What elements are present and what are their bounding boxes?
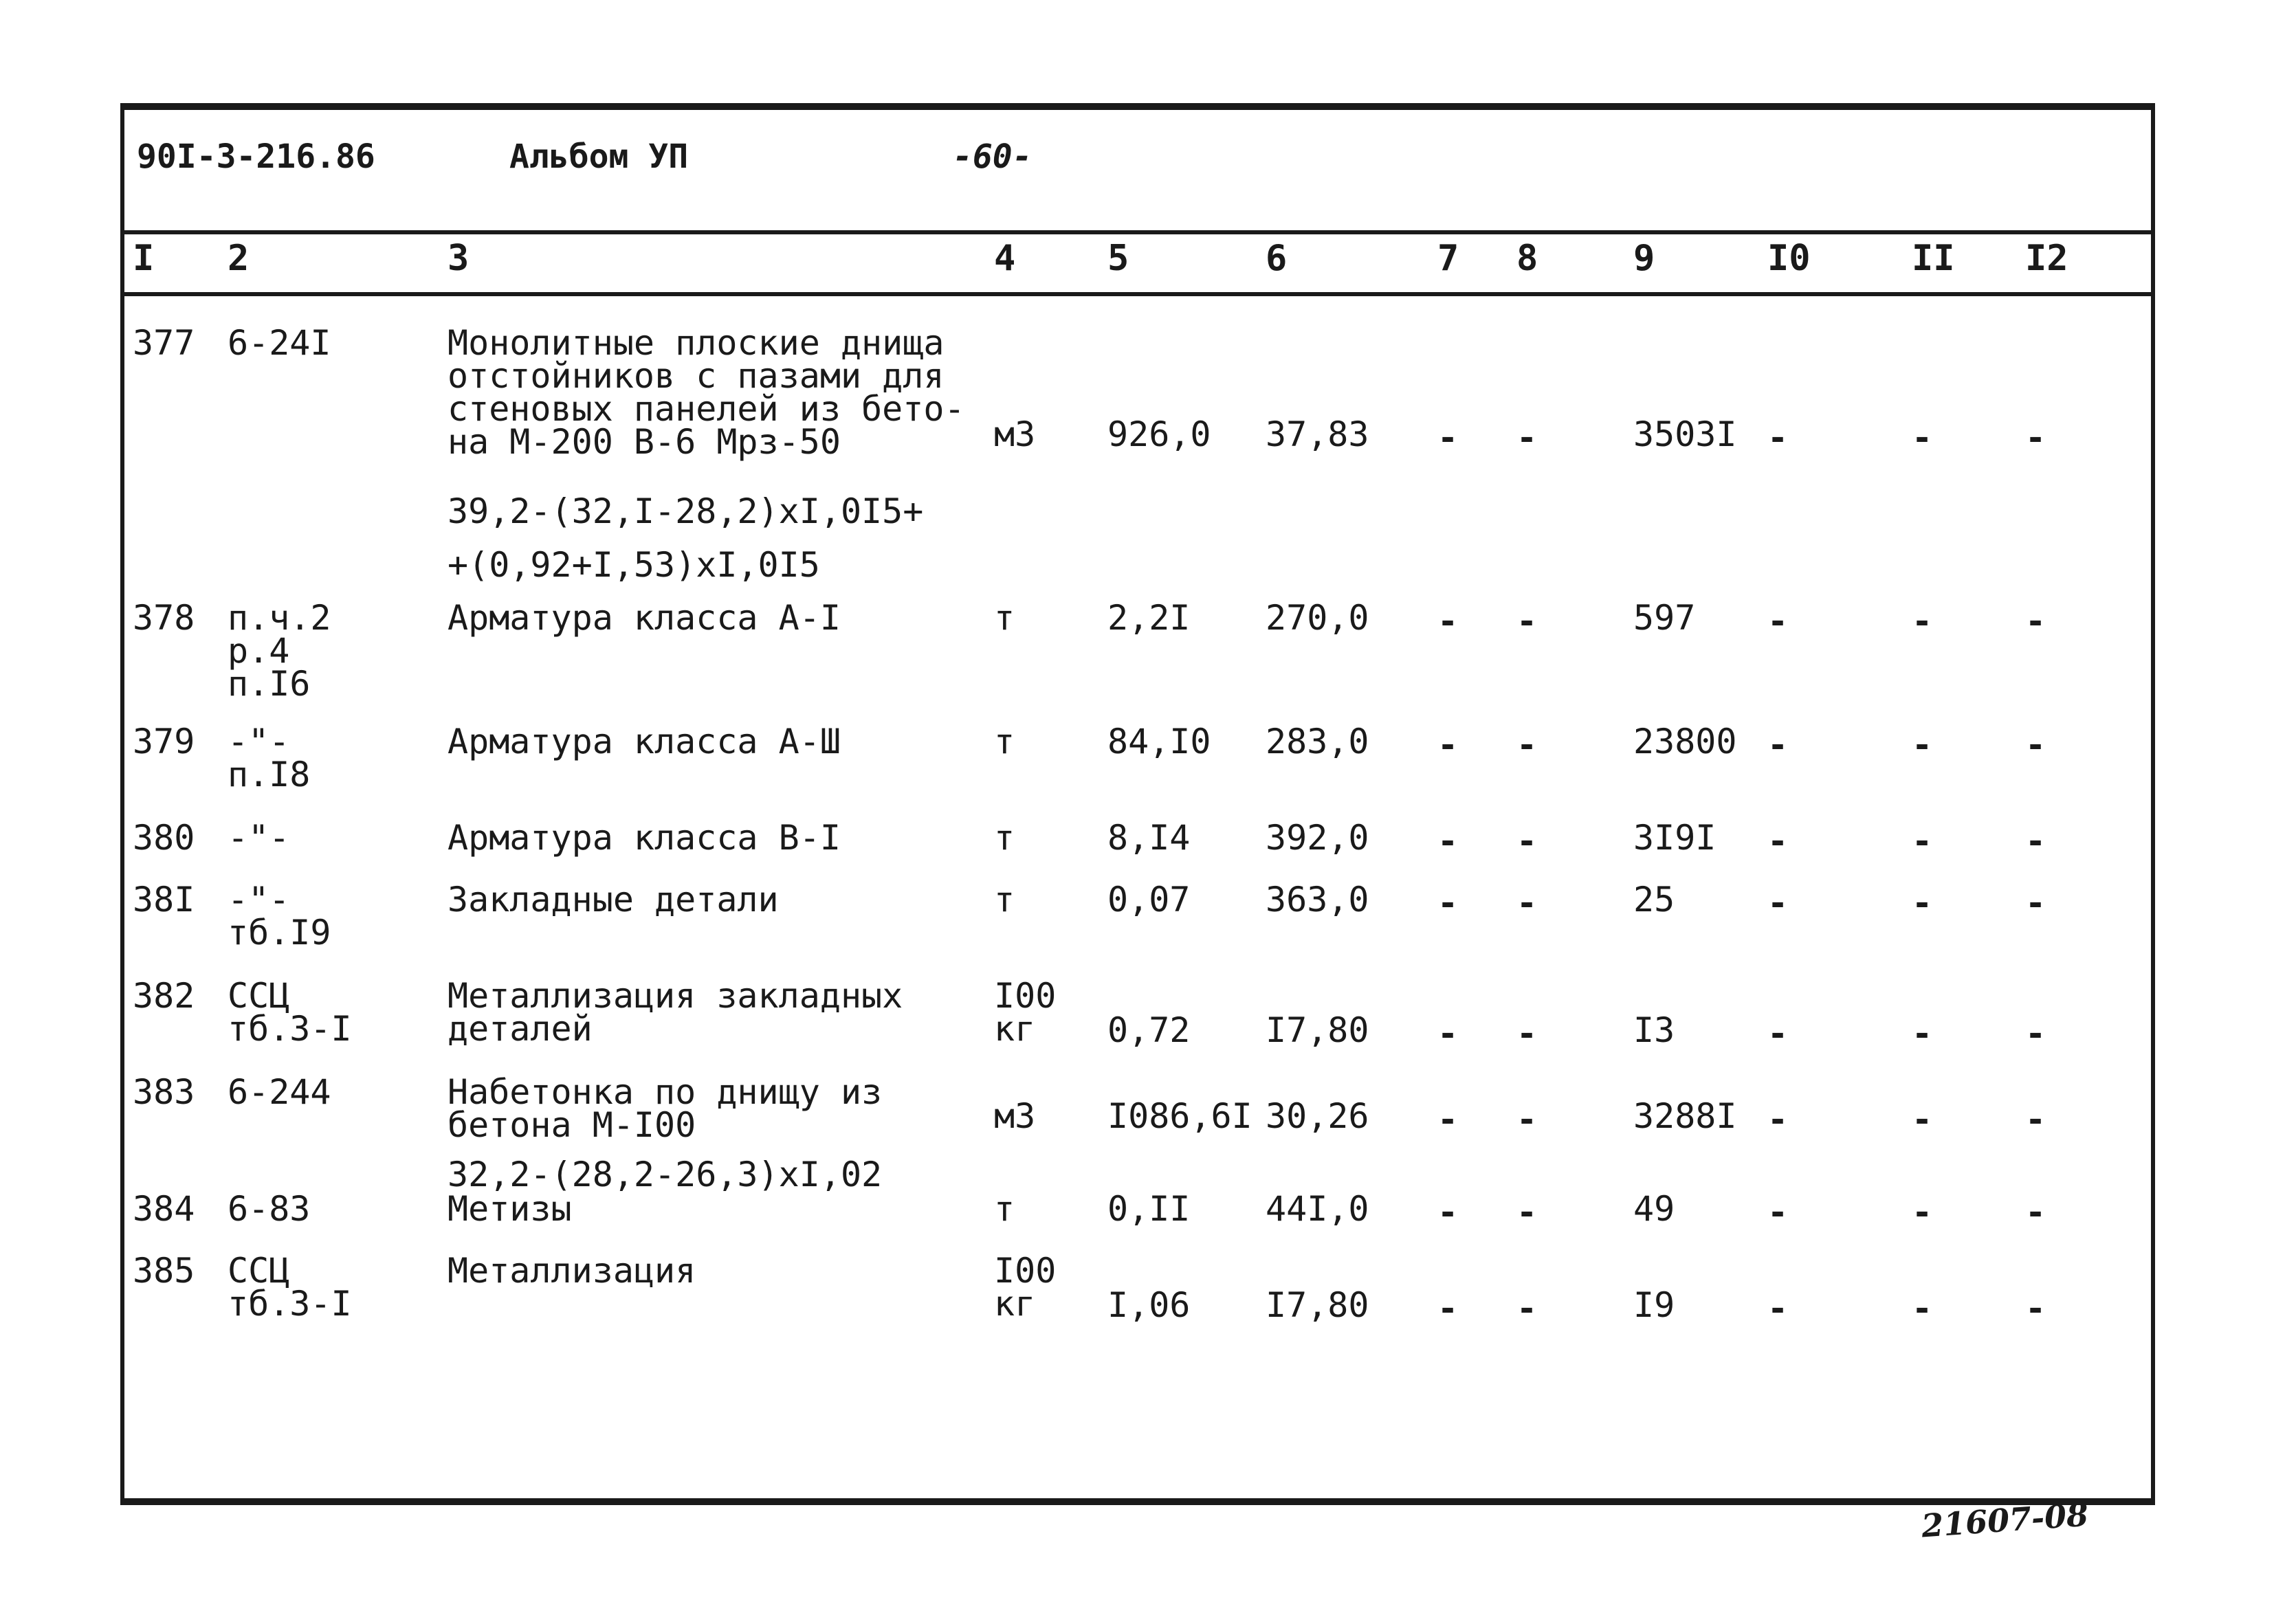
row-col8-dash: - (1516, 883, 1538, 923)
column-number: II (1912, 238, 1955, 279)
row-col12-dash: - (2025, 601, 2046, 641)
row-unit: т (994, 880, 1015, 920)
row-col11-dash: - (1912, 821, 1933, 861)
row-unit-price: 44I,0 (1266, 1189, 1369, 1229)
row-total: I9 (1633, 1285, 1675, 1325)
row-col7-dash: - (1437, 1192, 1459, 1232)
row-col8-dash: - (1516, 1192, 1538, 1232)
row-col12-dash: - (2025, 418, 2046, 458)
row-unit: м3 (994, 1096, 1036, 1136)
row-col10-dash: - (1767, 1289, 1789, 1328)
row-col10-dash: - (1767, 883, 1789, 923)
row-col8-dash: - (1516, 1289, 1538, 1328)
row-col12-dash: - (2025, 725, 2046, 765)
row-total: 3503I (1633, 414, 1737, 454)
row-unit-price: I7,80 (1266, 1285, 1369, 1325)
archive-number: 21607-08 (1920, 1495, 2090, 1545)
row-unit: т (994, 598, 1015, 638)
row-calculation: 32,2-(28,2-26,3)хI,02 (448, 1155, 883, 1194)
row-col8-dash: - (1516, 1100, 1538, 1139)
row-description: Металлизация (448, 1251, 696, 1291)
row-reference: 6-83 (228, 1189, 311, 1229)
row-col11-dash: - (1912, 883, 1933, 923)
row-total: 25 (1633, 880, 1675, 920)
row-reference: -"- п.I8 (228, 722, 311, 794)
row-number: 379 (133, 722, 195, 761)
row-description: Монолитные плоские днища отстойников с пазами для стеновых панелей из бето- на М-200 В-6 Мрз-50 (448, 323, 965, 462)
column-number: I0 (1767, 238, 1811, 279)
row-col7-dash: - (1437, 821, 1459, 861)
row-col11-dash: - (1912, 1192, 1933, 1232)
row-description: Арматура класса А-I (448, 598, 841, 638)
row-col11-dash: - (1912, 418, 1933, 458)
row-total: 3I9I (1633, 818, 1716, 858)
row-unit: т (994, 722, 1015, 761)
column-number: 6 (1266, 238, 1288, 279)
row-reference: ССЦ тб.3-I (228, 976, 352, 1049)
row-total: 23800 (1633, 722, 1737, 761)
row-number: 383 (133, 1072, 195, 1112)
row-number: 377 (133, 323, 195, 363)
row-col12-dash: - (2025, 1289, 2046, 1328)
row-col12-dash: - (2025, 1014, 2046, 1054)
row-unit-price: 283,0 (1266, 722, 1369, 761)
column-number: 7 (1437, 238, 1459, 279)
row-col8-dash: - (1516, 725, 1538, 765)
row-number: 384 (133, 1189, 195, 1229)
column-number: 2 (228, 238, 250, 279)
row-col10-dash: - (1767, 1100, 1789, 1139)
album-title: Альбом УП (509, 137, 689, 176)
row-reference: -"- (228, 818, 290, 858)
row-quantity: 926,0 (1107, 414, 1211, 454)
document-sheet (120, 103, 2155, 1505)
row-col7-dash: - (1437, 418, 1459, 458)
column-number: 9 (1633, 238, 1655, 279)
row-unit: I00 кг (994, 1251, 1057, 1324)
row-col8-dash: - (1516, 601, 1538, 641)
row-col12-dash: - (2025, 883, 2046, 923)
row-col7-dash: - (1437, 1014, 1459, 1054)
row-quantity: 0,II (1107, 1189, 1191, 1229)
doc-code: 90I-3-216.86 (137, 137, 375, 176)
row-quantity: 8,I4 (1107, 818, 1191, 858)
row-unit-price: 37,83 (1266, 414, 1369, 454)
column-number: I2 (2025, 238, 2068, 279)
row-unit: т (994, 1189, 1015, 1229)
row-col7-dash: - (1437, 883, 1459, 923)
row-number: 385 (133, 1251, 195, 1291)
row-col11-dash: - (1912, 601, 1933, 641)
row-col12-dash: - (2025, 821, 2046, 861)
row-col10-dash: - (1767, 1014, 1789, 1054)
row-col8-dash: - (1516, 821, 1538, 861)
row-description: Набетонка по днищу из бетона М-I00 (448, 1072, 883, 1145)
row-calculation: 39,2-(32,I-28,2)хI,0I5+ +(0,92+I,53)хI,0I5 (448, 491, 924, 585)
row-quantity: 0,07 (1107, 880, 1191, 920)
row-col10-dash: - (1767, 821, 1789, 861)
row-quantity: I,06 (1107, 1285, 1191, 1325)
row-col11-dash: - (1912, 725, 1933, 765)
row-quantity: 0,72 (1107, 1010, 1191, 1050)
column-number: I (133, 238, 155, 279)
row-description: Арматура класса В-I (448, 818, 841, 858)
row-description: Металлизация закладных деталей (448, 976, 903, 1049)
page-number: -60- (953, 137, 1033, 176)
header-rule-bottom (124, 292, 2151, 296)
row-reference: п.ч.2 р.4 п.I6 (228, 598, 331, 704)
row-col11-dash: - (1912, 1100, 1933, 1139)
row-unit-price: I7,80 (1266, 1010, 1369, 1050)
row-reference: 6-244 (228, 1072, 331, 1112)
header-rule-top (124, 230, 2151, 234)
row-unit: т (994, 818, 1015, 858)
row-number: 38I (133, 880, 195, 920)
row-description: Метизы (448, 1189, 572, 1229)
row-col10-dash: - (1767, 725, 1789, 765)
row-reference: ССЦ тб.3-I (228, 1251, 352, 1324)
row-description: Арматура класса А-Ш (448, 722, 841, 761)
column-number: 8 (1516, 238, 1538, 279)
row-col8-dash: - (1516, 418, 1538, 458)
row-col12-dash: - (2025, 1192, 2046, 1232)
row-col12-dash: - (2025, 1100, 2046, 1139)
row-number: 378 (133, 598, 195, 638)
row-unit: м3 (994, 414, 1036, 454)
row-unit: I00 кг (994, 976, 1057, 1049)
row-col10-dash: - (1767, 418, 1789, 458)
row-description: Закладные детали (448, 880, 779, 920)
row-quantity: 2,2I (1107, 598, 1191, 638)
row-unit-price: 363,0 (1266, 880, 1369, 920)
row-col7-dash: - (1437, 725, 1459, 765)
row-col7-dash: - (1437, 601, 1459, 641)
row-quantity: I086,6I (1107, 1096, 1252, 1136)
row-unit-price: 270,0 (1266, 598, 1369, 638)
row-unit-price: 392,0 (1266, 818, 1369, 858)
row-col7-dash: - (1437, 1100, 1459, 1139)
row-col11-dash: - (1912, 1289, 1933, 1328)
column-number: 4 (994, 238, 1016, 279)
row-total: 3288I (1633, 1096, 1737, 1136)
row-reference: 6-24I (228, 323, 331, 363)
row-col10-dash: - (1767, 1192, 1789, 1232)
column-number: 3 (448, 238, 470, 279)
row-col11-dash: - (1912, 1014, 1933, 1054)
column-number: 5 (1107, 238, 1129, 279)
row-total: I3 (1633, 1010, 1675, 1050)
row-col10-dash: - (1767, 601, 1789, 641)
row-col8-dash: - (1516, 1014, 1538, 1054)
row-number: 382 (133, 976, 195, 1016)
row-quantity: 84,I0 (1107, 722, 1211, 761)
row-number: 380 (133, 818, 195, 858)
row-total: 49 (1633, 1189, 1675, 1229)
row-total: 597 (1633, 598, 1696, 638)
row-unit-price: 30,26 (1266, 1096, 1369, 1136)
row-reference: -"- тб.I9 (228, 880, 331, 953)
row-col7-dash: - (1437, 1289, 1459, 1328)
